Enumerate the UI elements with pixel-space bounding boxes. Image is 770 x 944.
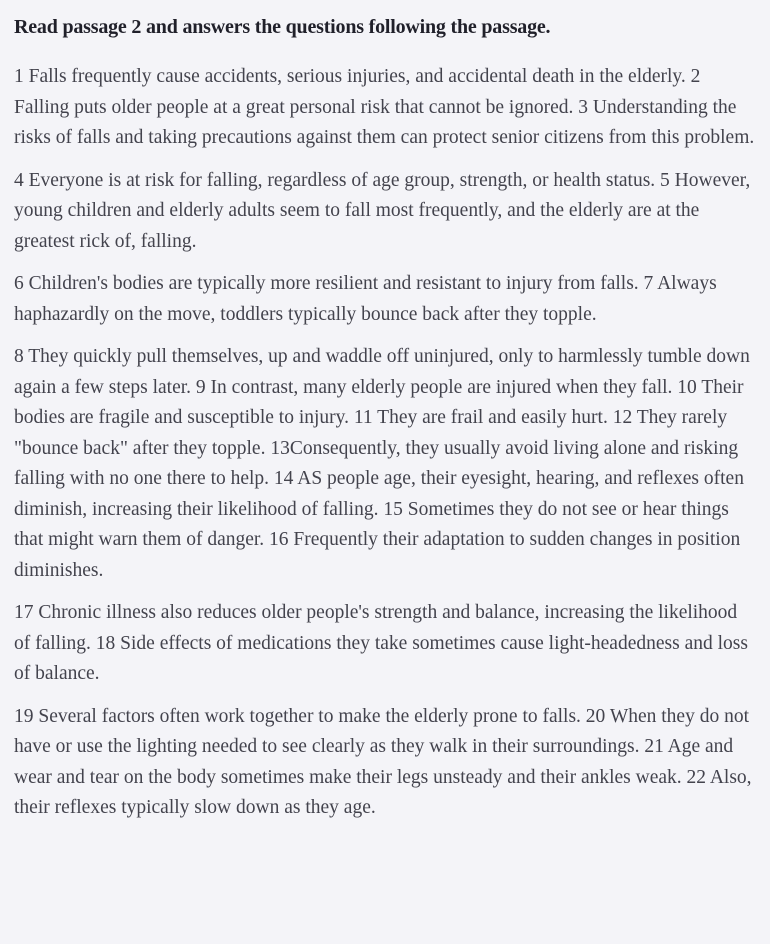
passage-paragraph-4: 8 They quickly pull themselves, up and waddle off uninjured, only to harmlessly tumble down again a few steps later. 9 In contrast, many elderly people are injured when they fall. 10 Their bodies are fragile and susceptible to injury. 11 They are frail and easily hurt. 12 They rarely "bounce back" after they topple. 13Consequently, they usually avoid living alone and risking falling with no one there to help. 14 AS people age, their eyesight, hearing, and reflexes often diminish, increasing their likelihood of falling. 15 Sometimes they do not see or hear things that might warn them of danger. 16 Frequently their adaptation to sudden changes in position diminishes. [14,346,750,581]
passage-paragraph-6: 19 Several factors often work together to make the elderly prone to falls. 20 When they do not have or use the lighting needed to see clearly as they walk in their surroundings. 21 Age and wear and tear on the body sometimes make their legs unsteady and their ankles weak. 22 Also, their reflexes typically slow down as they age. [14,705,752,818]
passage-paragraph-1: 1 Falls frequently cause accidents, serious injuries, and accidental death in the elderly. 2 Falling puts older people at a great personal risk that cannot be ignored. 3 Understanding the risks of falls and taking precautions against them can protect senior citizens from this problem. [14,66,755,148]
passage-paragraph-5: 17 Chronic illness also reduces older people's strength and balance, increasing the likelihood of falling. 18 Side effects of medications they take sometimes cause light-headedness and loss of balance. [14,602,748,684]
passage-paragraph-3: 6 Children's bodies are typically more resilient and resistant to injury from falls. 7 Always haphazardly on the move, toddlers typically bounce back after they topple. [14,273,717,325]
passage-instruction: Read passage 2 and answers the questions following the passage. [14,16,551,38]
passage-paragraph-2: 4 Everyone is at risk for falling, regardless of age group, strength, or health status. 5 However, young children and elderly adults seem to fall most frequently, and the elderly are at the greatest rick of, falling. [14,169,751,252]
